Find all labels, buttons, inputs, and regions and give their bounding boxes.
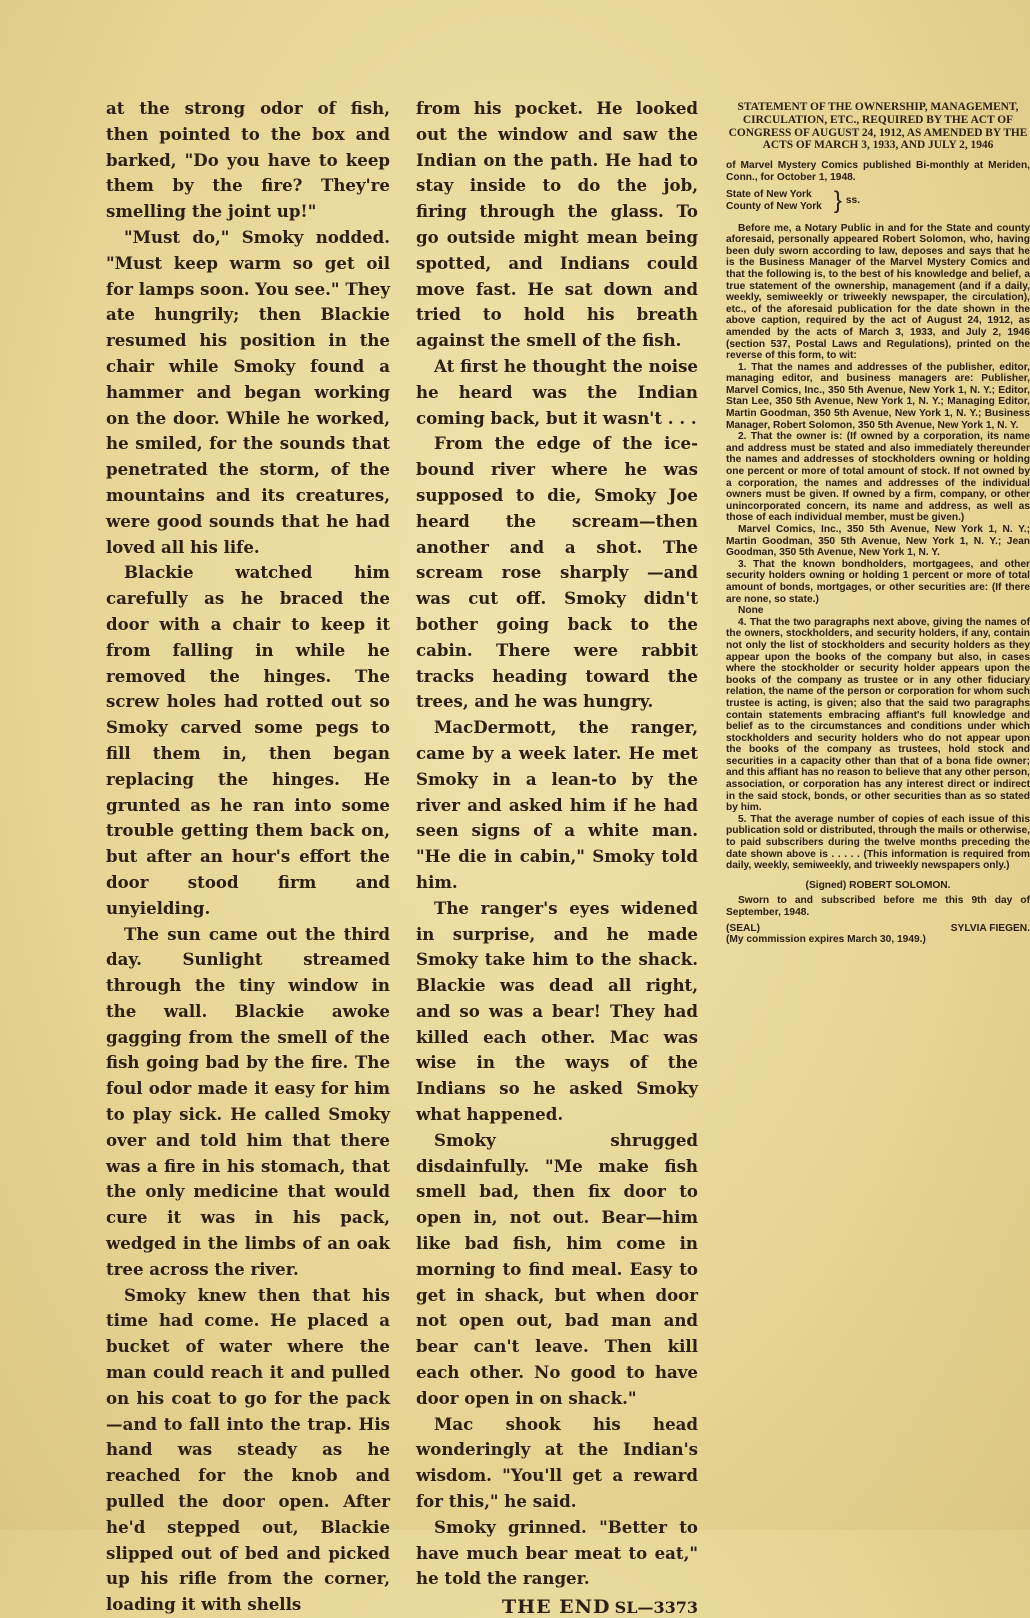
ss-mark: ss. xyxy=(845,195,861,207)
story-paragraph: At first he thought the noise he heard was the Indian coming back, but it wasn't . . . xyxy=(416,355,698,428)
story-paragraph: Smoky grinned. "Better to have much bear meat to eat," he told the ranger. xyxy=(416,1516,698,1589)
statement-heading: STATEMENT OF THE OWNERSHIP, MANAGEMENT, CIRCULATION, ETC., REQUIRED BY THE ACT OF CONGRESS OF AUGUST 24, 1912, AS AMENDED BY THE ACTS OF MARCH 3, 1933, AND JULY 2, 1946 xyxy=(728,101,1028,152)
story-paragraph: From the edge of the ice-bound river where he was supposed to die, Smoky Joe heard the scream—then another and a shot. The scream rose sharply —and was cut off. Smoky didn't bother going back to the cabin. There were rabbit tracks heading toward the trees, and he was hungry. xyxy=(416,433,698,712)
brace-icon: } xyxy=(833,186,842,214)
ownership-statement xyxy=(726,101,1030,945)
county-line: County of New York xyxy=(726,200,822,212)
story-paragraph: The sun came out the third day. Sunlight streamed through the tiny window in the wall. Blackie awoke gagging from the smell of the fish going bad by the fire. The foul odor made it easy for him to play sick. He called Smoky over and told him that there was a fire in his stomach, that the only medicine that would cure it was in his pack, wedged in the limbs of an oak tree across the river. xyxy=(106,923,390,1279)
story-column-middle xyxy=(416,96,698,1618)
statement-item-4: 4. That the two paragraphs next above, giving the names of the owners, stockholders, and security holders, if any, contain not only the list of stockholders and security holders as they appear upon the books of the company but also, in cases where the stockholder or security holder appears upon the books of the company as trustee or in any other fiduciary relation, the name of the person or corporation for whom such trustee is acting, is given; also that the said two paragraphs contain statements embracing affiant's full knowledge and belief as to the circumstances and conditions under which stockholders and security holders who do not appear upon the books of the company as trustees, hold stock and securities in a capacity other than that of a bona fide owner; and this affiant has no reason to believe that any other person, association, or corporation has any interest direct or indirect in the said stock, bonds, or other securities than as so stated by him. xyxy=(726,616,1030,814)
story-paragraph: Mac shook his head wonderingly at the Indian's wisdom. "You'll get a reward for this," he said. xyxy=(416,1413,698,1512)
seal-row xyxy=(726,923,1030,934)
story-paragraph: The ranger's eyes widened in surprise, and he made Smoky take him to the shack. Blackie was dead all right, and so was a bear! They had killed each other. Mac was wise in the ways of the Indians so he asked Smoky what happened. xyxy=(416,897,698,1125)
story-paragraph: at the strong odor of fish, then pointed to the box and barked, "Do you have to keep them by the fire? They're smelling the joint up!" xyxy=(106,98,390,222)
statement-intro: of Marvel Mystery Comics published Bi-monthly at Meriden, Conn., for October 1, 1948. xyxy=(726,160,1030,183)
story-paragraph: from his pocket. He looked out the window and saw the Indian on the path. He had to stay inside to do the job, firing through the glass. To go outside might mean being spotted, and Indians could move fast. He sat down and tried to hold his breath against the smell of the fish. xyxy=(416,98,698,351)
the-end-title: THE END xyxy=(502,1596,611,1618)
commission-line: (My commission expires March 30, 1949.) xyxy=(726,933,926,945)
statement-item-1: 1. That the names and addresses of the publisher, editor, managing editor, and business managers are: Publisher, Marvel Comics, Inc., 350 5th Avenue, New York 1, N. Y.; Editor, Stan Lee, 350 5th Avenue, New York 1, N. Y.; Managing Editor, Martin Goodman, 350 5th Avenue, New York 1, N. Y.; Business Manager, Robert Solomon, 350 5th Avenue, New York 1, N. Y. xyxy=(726,361,1030,431)
venue-block xyxy=(726,186,1030,214)
owners-list: Marvel Comics, Inc., 350 5th Avenue, New York 1, N. Y.; Martin Goodman, 350 5th Avenue, New York 1, N. Y.; Jean Goodman, 350 5th Avenue, New York 1, N. Y. xyxy=(726,524,1030,559)
none-answer: None xyxy=(738,605,764,617)
story-code: SL—3373 xyxy=(614,1598,698,1618)
statement-item-5: 5. That the average number of copies of each issue of this publication sold or distributed, through the mails or otherwise, to paid subscribers during the twelve months preceding the date shown above is . . . . . (This information is required from daily, weekly, semiweekly, and triweekly newspapers only.) xyxy=(726,813,1030,872)
sworn-line: Sworn to and subscribed before me this 9th day of September, 1948. xyxy=(726,895,1030,918)
statement-item-2: 2. That the owner is: (If owned by a corporation, its name and address must be stated and also immediately thereunder the names and addresses of stockholders owning or holding one percent or more of total amount of stock. If not owned by a corporation, the names and addresses of the individual owners must be given. If owned by a firm, company, or other unincorporated concern, its name and address, as well as those of each individual member, must be given.) xyxy=(726,431,1030,524)
signature-line: (Signed) ROBERT SOLOMON. xyxy=(805,879,951,891)
story-paragraph: Blackie watched him carefully as he braced the door with a chair to keep it from falling in while he removed the hinges. The screw holes had rotted out so Smoky carved some pegs to fill them in, then began replacing the hinges. He grunted as he ran into some trouble getting them back on, but after an hour's effort the door stood firm and unyielding. xyxy=(106,562,390,918)
story-paragraph: MacDermott, the ranger, came by a week later. He met Smoky in a lean-to by the river and asked him if he had seen signs of a white man. "He die in cabin," Smoky told him. xyxy=(416,717,698,892)
seal-mark: (SEAL) xyxy=(726,922,760,934)
story-paragraph: Smoky knew then that his time had come. He placed a bucket of water where the man could reach it and pulled on his coat to go for the pack—and to fall into the trap. His hand was steady as he reached for the knob and pulled the door open. After he'd stepped out, Blackie slipped out of bed and picked up his rifle from the corner, loading it with shells xyxy=(106,1284,390,1615)
state-line: State of New York xyxy=(726,189,812,201)
story-paragraph: Smoky shrugged disdainfully. "Me make fish smell bad, then fix door to open in, not out. Bear—him like bad fish, him come in morning to find meal. Easy to get in shack, but when door not open out, bad man and bear can't leave. Then kill each other. No good to have door open in on shack." xyxy=(416,1129,698,1408)
story-end-line xyxy=(416,1596,698,1618)
story-column-left xyxy=(106,96,390,1618)
statement-item-3: 3. That the known bondholders, mortgagees, and other security holders owning or holding 1 percent or more of total amount of bonds, mortgages, or other securities are: (If there are none, so state.) xyxy=(726,558,1030,605)
story-paragraph: "Must do," Smoky nodded. "Must keep warm so get oil for lamps soon. You see." They ate hungrily; then Blackie resumed his position in the chair while Smoky found a hammer and began working on the door. While he worked, he smiled, for the sounds that penetrated the storm, of the mountains and its creatures, were good sounds that he had loved all his life. xyxy=(106,226,390,557)
notary-name: SYLVIA FIEGEN. xyxy=(950,922,1030,934)
affidavit-text: Before me, a Notary Public in and for the State and county aforesaid, personally appeared Robert Solomon, who, having been duly sworn according to law, deposes and says that he is the Business Manager of the Marvel Mystery Comics and that the following is, to the best of his knowledge and belief, a true statement of the ownership, management (and if a daily, weekly, semiweekly or triweekly newspaper, the circulation), etc., of the aforesaid publication for the date shown in the above caption, required by the act of August 24, 1912, as amended by the acts of March 3, 1933, and July 2, 1946 (section 537, Postal Laws and Regulations), printed on the reverse of this form, to wit: xyxy=(726,222,1030,362)
